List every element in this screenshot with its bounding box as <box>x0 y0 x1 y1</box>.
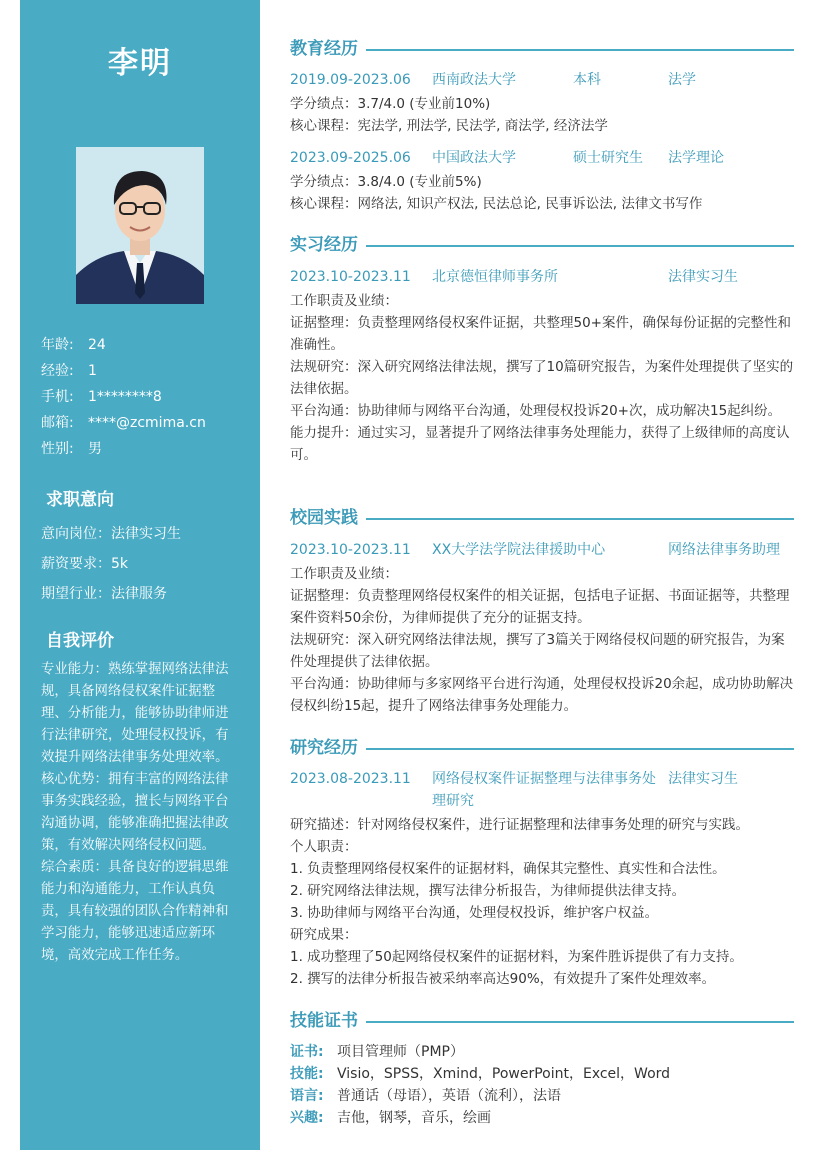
intent-item: 期望行业：法律服务 <box>41 586 167 602</box>
skill-certificate: 证书: 项目管理师（PMP） <box>290 1044 464 1060</box>
campus-role: 网络法律事务助理 <box>668 542 780 558</box>
section-title: 实习经历 <box>290 233 366 257</box>
section-title: 校园实践 <box>290 506 366 530</box>
intern-org: 北京德恒律师事务所 <box>432 269 558 285</box>
section-internship <box>290 233 794 257</box>
section-education <box>290 37 794 61</box>
edu-major: 法学 <box>668 72 696 88</box>
edu-school: 中国政法大学 <box>432 150 516 166</box>
self-eval-text <box>41 659 241 967</box>
self-eval-paragraph: 专业能力：熟练掌握网络法律法规，具备网络侵权案件证据整理、分析能力，能够协助律师进行法律研究，处理侵权投诉，有效提升网络法律事务处理效率。 <box>41 662 229 765</box>
info-experience: 经验: 1 <box>41 363 97 379</box>
edu-degree: 本科 <box>573 72 601 88</box>
section-campus <box>290 506 794 530</box>
intent-list <box>41 525 181 615</box>
intent-item: 薪资要求：5k <box>41 556 129 572</box>
sidebar <box>20 0 260 1150</box>
skill-tools: 技能: Visio，SPSS，Xmind，PowerPoint，Excel，Word <box>290 1066 671 1082</box>
self-eval-paragraph: 综合素质：具备良好的逻辑思维能力和沟通能力，工作认真负责，具有较强的团队合作精神和学习能力，能够迅速适应新环境，高效完成工作任务。 <box>41 860 229 963</box>
edu-date: 2023.09-2025.06 <box>290 150 411 166</box>
research-project: 网络侵权案件证据整理与法律事务处理研究 <box>432 771 656 809</box>
intern-role: 法律实习生 <box>668 269 738 285</box>
research-role: 法律实习生 <box>668 771 738 787</box>
internship-details: 工作职责及业绩： 证据整理：负责整理网络侵权案件证据，共整理50+案件，确保每份证据的完整性和准确性。 法规研究：深入研究网络法律法规，撰写了10篇研究报告，为案件处理提供了坚实的法律依据。 平台沟通：协助律师与网络平台沟通，处理侵权投诉20+次，成功解决15起纠纷。 能力提升：通过实习，显著提升了网络法律事务处理能力，获得了上级律师的高度认可。 <box>290 293 794 463</box>
info-email: 邮箱: ****@zcmima.cn <box>41 415 206 431</box>
self-eval-title: 自我评价 <box>46 631 114 651</box>
research-details: 研究描述：针对网络侵权案件，进行证据整理和法律事务处理的研究与实践。 个人职责： 1. 负责整理网络侵权案件的证据材料，确保其完整性、真实性和合法性。 2. 研究网络法律法规，撰写法律分析报告，为律师提供法律支持。 3. 协助律师与网络平台沟通，处理侵权投诉，维护客户权益。 研究成果： 1. 成功整理了50起网络侵权案件的证据材料，为案件胜诉提供了有力支持。 2. 撰写的法律分析报告被采纳率高达90%，有效提升了案件处理效率。 <box>290 817 749 987</box>
section-title: 技能证书 <box>290 1009 366 1033</box>
profile-photo <box>76 147 204 304</box>
intent-item: 意向岗位：法律实习生 <box>41 526 181 542</box>
self-eval-paragraph: 核心优势：拥有丰富的网络法律事务实践经验，擅长与网络平台沟通协调，能够准确把握法律政策，有效解决网络侵权问题。 <box>41 772 229 853</box>
section-title: 研究经历 <box>290 736 366 760</box>
education-entry-details: 学分绩点：3.7/4.0 (专业前10%) 核心课程：宪法学, 刑法学, 民法学, 商法学, 经济法学 <box>290 96 608 134</box>
info-age: 年龄: 24 <box>41 337 106 353</box>
research-date: 2023.08-2023.11 <box>290 771 411 787</box>
edu-date: 2019.09-2023.06 <box>290 72 411 88</box>
edu-school: 西南政法大学 <box>432 72 516 88</box>
info-phone: 手机: 1********8 <box>41 389 162 405</box>
education-entry-details: 学分绩点：3.8/4.0 (专业前5%) 核心课程：网络法, 知识产权法, 民法总论, 民事诉讼法, 法律文书写作 <box>290 174 703 212</box>
campus-date: 2023.10-2023.11 <box>290 542 411 558</box>
edu-major: 法学理论 <box>668 150 724 166</box>
skill-languages: 语言: 普通话（母语），英语（流利），法语 <box>290 1088 561 1104</box>
skill-interests: 兴趣: 吉他，钢琴，音乐，绘画 <box>290 1110 491 1126</box>
portrait-illustration <box>76 147 204 304</box>
section-skills <box>290 1009 794 1033</box>
candidate-name: 李明 <box>108 46 172 81</box>
personal-info <box>41 336 206 466</box>
campus-details: 工作职责及业绩： 证据整理：负责整理网络侵权案件的相关证据，包括电子证据、书面证据等，共整理案件资料50余份，为律师提供了充分的证据支持。 法规研究：深入研究网络法律法规，撰写了3篇关于网络侵权问题的研究报告，为案件处理提供了法律依据。 平台沟通：协助律师与多家网络平台进行沟通，处理侵权投诉20余起，成功协助解决侵权纠纷15起，提升了网络法律事务处理能力。 <box>290 566 794 714</box>
edu-degree: 硕士研究生 <box>573 150 643 166</box>
campus-org: XX大学法学院法律援助中心 <box>432 542 606 558</box>
section-research <box>290 736 794 760</box>
intern-date: 2023.10-2023.11 <box>290 269 411 285</box>
research-entry-head <box>290 768 794 812</box>
info-gender: 性别: 男 <box>41 441 102 457</box>
section-title: 教育经历 <box>290 37 366 61</box>
intent-title: 求职意向 <box>46 490 114 510</box>
